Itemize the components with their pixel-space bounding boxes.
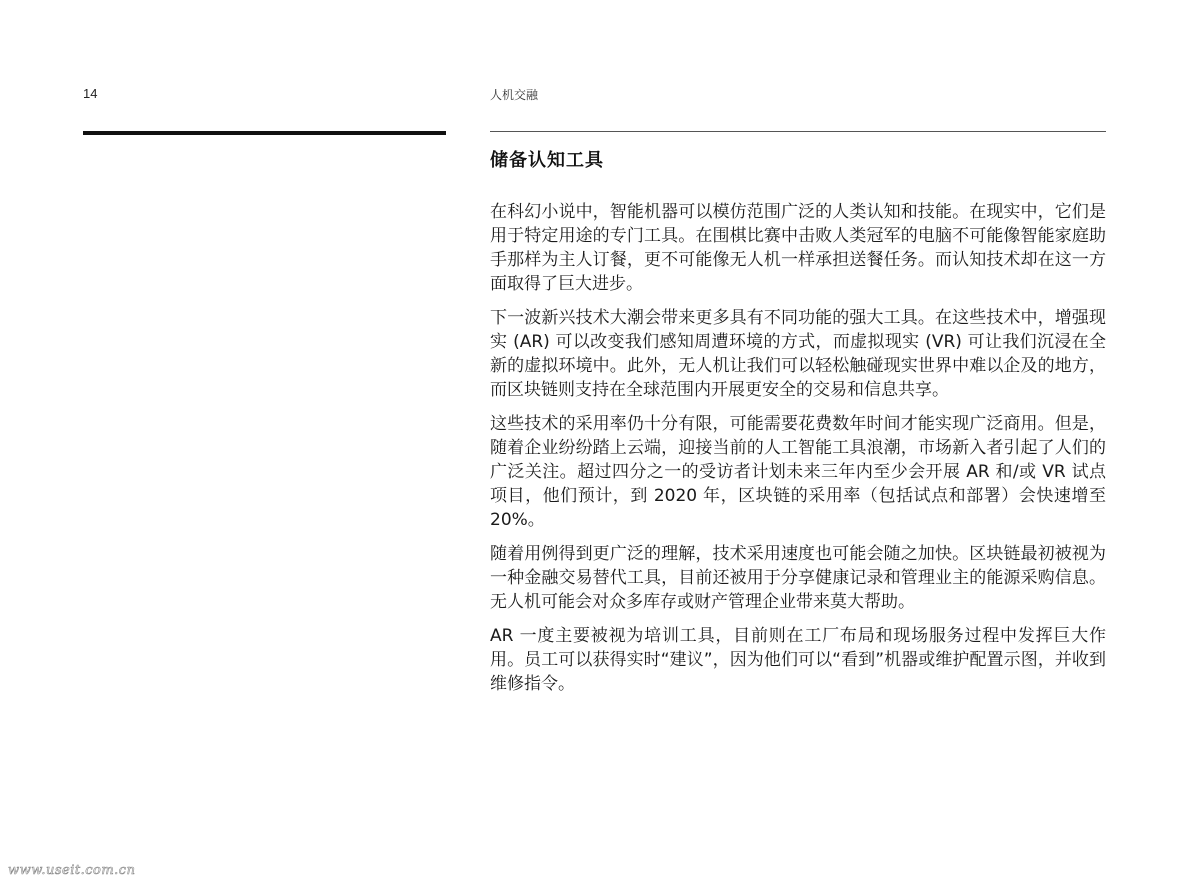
paragraph-5: AR 一度主要被视为培训工具，目前则在工厂布局和现场服务过程中发挥巨大作用。员工可以获得实时“建议”，因为他们可以“看到”机器或维护配置示图，并收到维修指令。 <box>490 626 1106 694</box>
paragraph-4: 随着用例得到更广泛的理解，技术采用速度也可能会随之加快。区块链最初被视为一种金融交易替代工具，目前还被用于分享健康记录和管理业主的能源采购信息。无人机可能会对众多库存或财产管理企业带来莫大帮助。 <box>490 544 1106 612</box>
paragraph-1: 在科幻小说中，智能机器可以模仿范围广泛的人类认知和技能。在现实中，它们是用于特定用途的专门工具。在围棋比赛中击败人类冠军的电脑不可能像智能家庭助手那样为主人订餐，更不可能像无人机一样承担送餐任务。而认知技术却在这一方面取得了巨大进步。 <box>490 202 1106 294</box>
article-body <box>490 148 1106 706</box>
site-watermark: www.useit.com.cn <box>8 863 136 878</box>
paragraph-2: 下一波新兴技术大潮会带来更多具有不同功能的强大工具。在这些技术中，增强现实 (AR) 可以改变我们感知周遭环境的方式，而虚拟现实 (VR) 可让我们沉浸在全新的虚拟环境中。此外，无人机让我们可以轻松触碰现实世界中难以企及的地方，而区块链则支持在全球范围内开展更安全的交易和信息共享。 <box>490 308 1106 400</box>
section-title: 储备认知工具 <box>490 150 604 171</box>
page-number: 14 <box>83 86 98 101</box>
right-divider-line <box>490 131 1106 132</box>
paragraph-3: 这些技术的采用率仍十分有限，可能需要花费数年时间才能实现广泛商用。但是，随着企业纷纷踏上云端，迎接当前的人工智能工具浪潮，市场新入者引起了人们的广泛关注。超过四分之一的受访者计划未来三年内至少会开展 AR 和/或 VR 试点项目，他们预计，到 2020 年，区块链的采用率（包括试点和部署）会快速增至 20%。 <box>490 414 1106 530</box>
left-divider-bar <box>83 131 446 135</box>
running-header-title: 人机交融 <box>490 88 539 102</box>
